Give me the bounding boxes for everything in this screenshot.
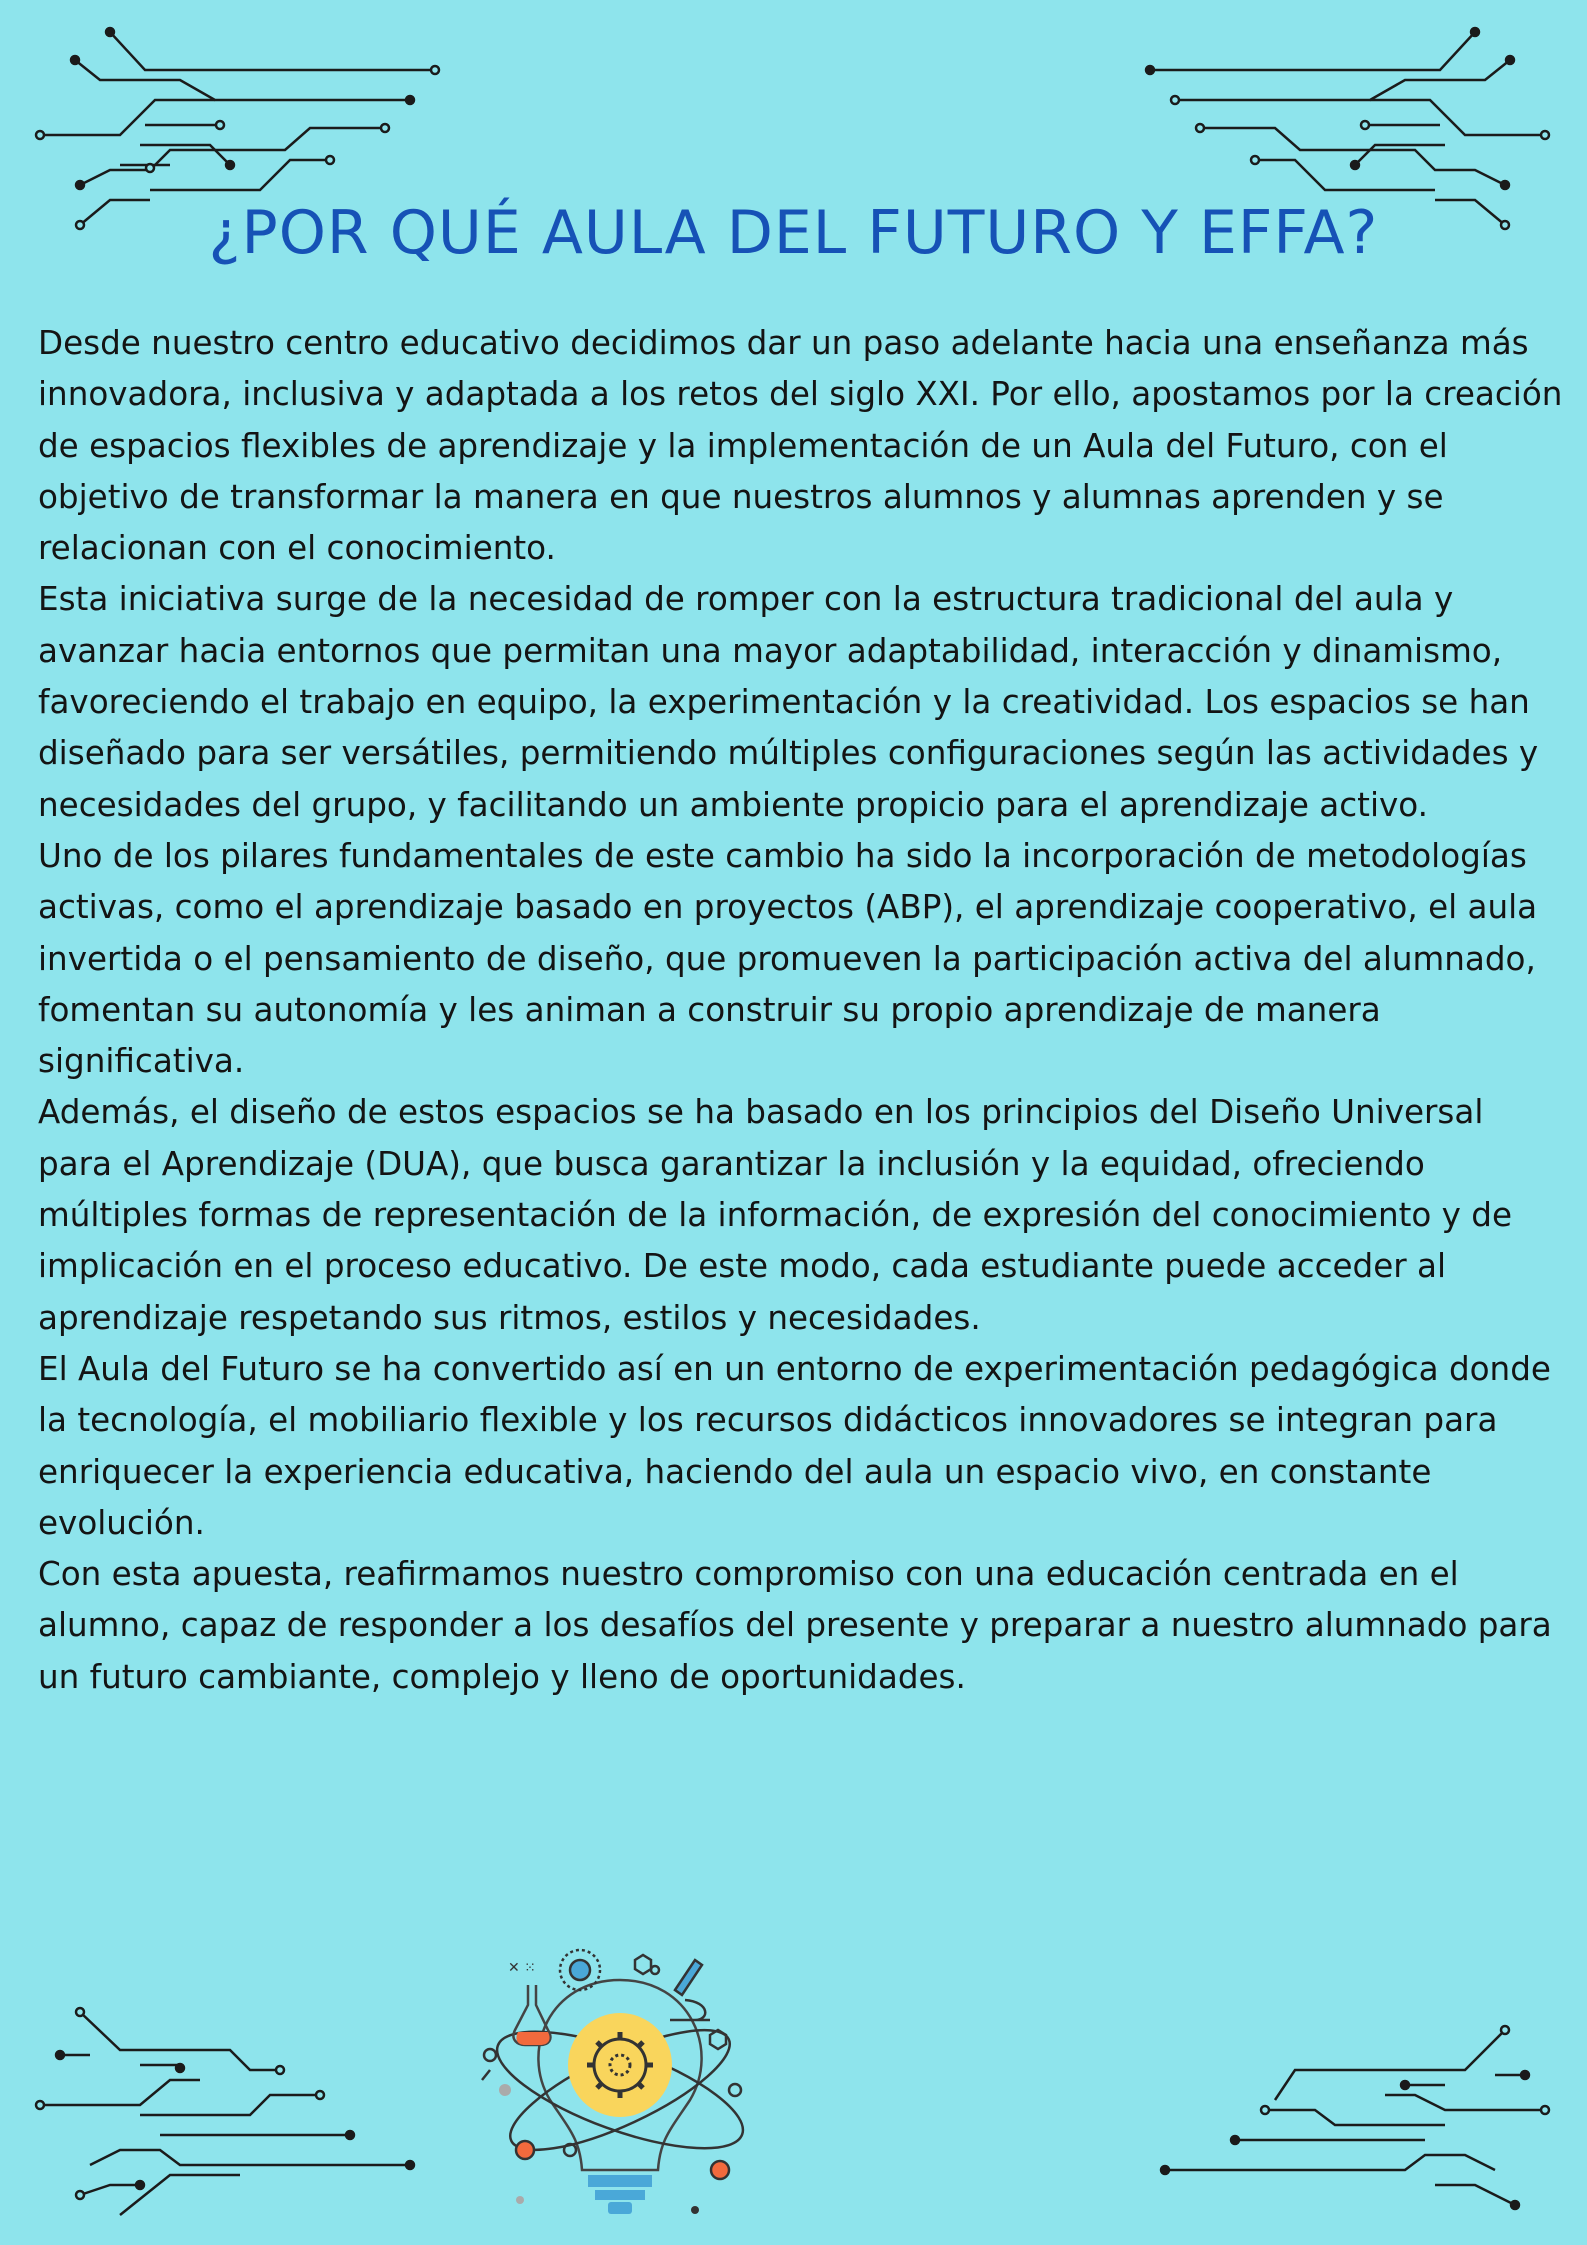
paragraph: Además, el diseño de estos espacios se ha basado en los principios del Diseño Universal para el Aprendizaje (DUA), que busca garantizar la inclusión y la equidad, ofreciendo múltiples formas de representación de la información, de expresión del conocimiento y de implicación en el proceso educativo. De este modo, cada estudiante puede acceder al aprendizaje respetando sus ritmos, estilos y necesidades. xyxy=(38,1093,1513,1337)
paragraph: Desde nuestro centro educativo decidimos dar un paso adelante hacia una enseñanza más innovadora, inclusiva y adaptada a los retos del siglo XXI. Por ello, apostamos por la creación de espacios flexibles de aprendizaje y la implementación de un Aula del Futuro, con el objetivo de transformar la manera en que nuestros alumnos y alumnas aprenden y se relacionan con el conocimiento. xyxy=(38,324,1563,568)
lightbulb-gear-science-icon xyxy=(470,1940,770,2224)
svg-text:✕ ⁙: ✕ ⁙ xyxy=(508,1960,536,1976)
body-text xyxy=(38,318,1563,1703)
circuit-lines-icon xyxy=(1135,2000,1555,2220)
paragraph: Con esta apuesta, reafirmamos nuestro compromiso con una educación centrada en el alumno, capaz de responder a los desafíos del presente y preparar a nuestro alumnado para un futuro cambiante, complejo y lleno de oportunidades. xyxy=(38,1555,1552,1696)
page-title: ¿POR QUÉ AULA DEL FUTURO Y EFFA? xyxy=(208,198,1379,268)
circuit-lines-icon xyxy=(30,2000,450,2220)
paragraph: Esta iniciativa surge de la necesidad de romper con la estructura tradicional del aula y avanzar hacia entornos que permitan una mayor adaptabilidad, interacción y dinamismo, favoreciendo el trabajo en equipo, la experimentación y la creatividad. Los espacios se han diseñado para ser versátiles, permitiendo múltiples configuraciones según las actividades y necesidades del grupo, y facilitando un ambiente propicio para el aprendizaje activo. xyxy=(38,580,1539,824)
paragraph: Uno de los pilares fundamentales de este cambio ha sido la incorporación de metodologías activas, como el aprendizaje basado en proyectos (ABP), el aprendizaje cooperativo, el aula invertida o el pensamiento de diseño, que promueven la participación activa del alumnado, fomentan su autonomía y les animan a construir su propio aprendizaje de manera significativa. xyxy=(38,836,1538,1081)
paragraph: El Aula del Futuro se ha convertido así en un entorno de experimentación pedagógica donde la tecnología, el mobiliario flexible y los recursos didácticos innovadores se integran para enriquecer la experiencia educativa, haciendo del aula un espacio vivo, en constante evolución. xyxy=(38,1349,1551,1542)
